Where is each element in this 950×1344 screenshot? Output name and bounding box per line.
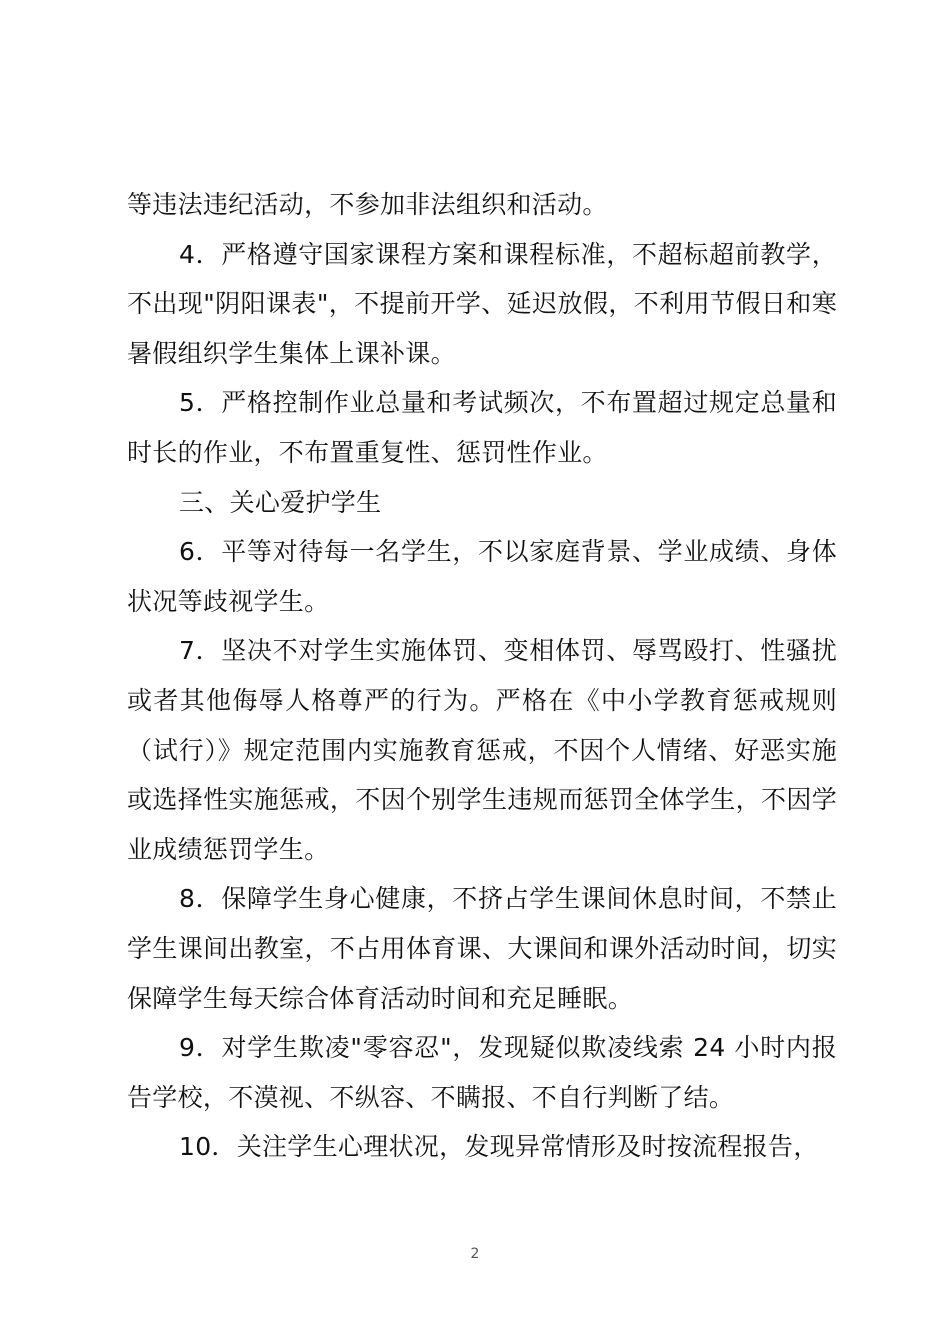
paragraph-item-5: 5．严格控制作业总量和考试频次，不布置超过规定总量和时长的作业，不布置重复性、惩罚性作业。 <box>127 388 837 467</box>
paragraph-item-4: 4．严格遵守国家课程方案和课程标准，不超标超前教学，不出现"阴阳课表"，不提前开学、延迟放假，不利用节假日和寒暑假组织学生集体上课补课。 <box>127 239 837 368</box>
page-number: 2 <box>470 1246 480 1262</box>
paragraph-continuation: 等违法违纪活动，不参加非法组织和活动。 <box>127 190 608 219</box>
paragraph-item-6: 6．平等对待每一名学生，不以家庭背景、学业成绩、身体状况等歧视学生。 <box>127 537 837 616</box>
section-heading: 三、关心爱护学生 <box>179 487 382 517</box>
paragraph-item-10: 10．关注学生心理状况，发现异常情形及时按流程报告， <box>179 1132 819 1162</box>
document-body <box>127 180 837 1172</box>
paragraph-item-7: 7．坚决不对学生实施体罚、变相体罚、辱骂殴打、性骚扰或者其他侮辱人格尊严的行为。严格在《中小学教育惩戒规则（试行）》规定范围内实施教育惩戒，不因个人情绪、好恶实施或选择性实施惩戒，不因个别学生违规而惩罚全体学生，不因学业成绩惩罚学生。 <box>127 636 837 864</box>
paragraph-item-8: 8．保障学生身心健康，不挤占学生课间休息时间，不禁止学生课间出教室，不占用体育课、大课间和课外活动时间，切实保障学生每天综合体育活动时间和充足睡眠。 <box>127 884 837 1013</box>
paragraph-item-9: 9．对学生欺凌"零容忍"，发现疑似欺凌线索 24 小时内报告学校，不漠视、不纵容、不瞒报、不自行判断了结。 <box>127 1033 837 1112</box>
